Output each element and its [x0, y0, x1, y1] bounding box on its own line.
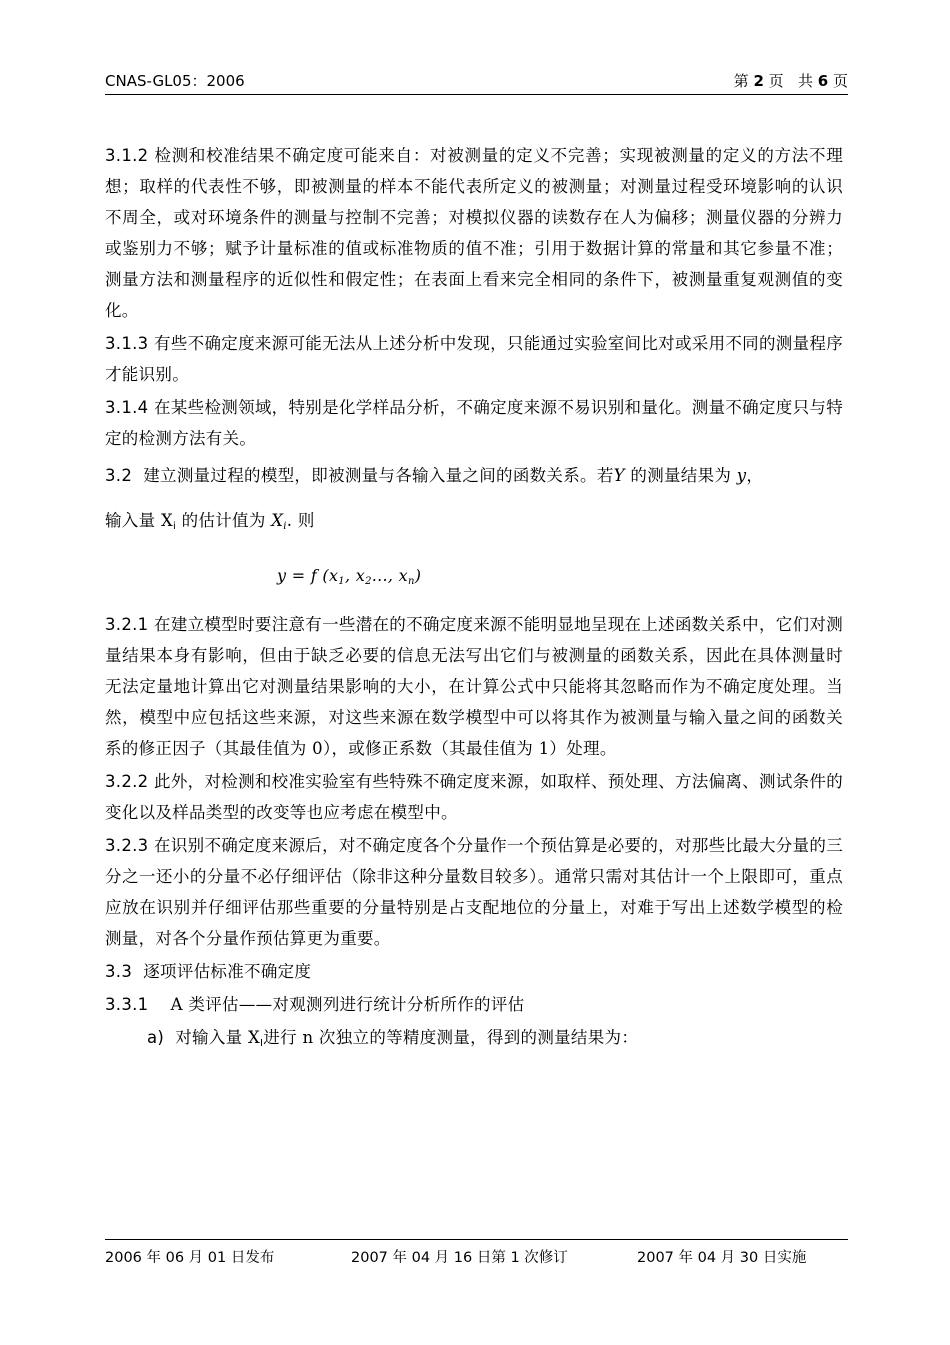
published-date: 2006 年 06 月 01 日发布 — [105, 1250, 275, 1266]
document-id: CNAS-GL05：2006 — [105, 72, 245, 90]
page-header — [105, 70, 848, 95]
revised-date: 2007 年 04 月 16 日第 1 次修订 — [351, 1250, 568, 1266]
para-3-2-line2 — [105, 505, 843, 542]
list-item-a — [105, 1022, 843, 1059]
formula-part: ) — [414, 566, 422, 585]
para-3-1-2 — [105, 140, 843, 326]
para-3-2-2 — [105, 766, 843, 828]
section-number: 3.3 — [105, 962, 133, 981]
heading-text: 逐项评估标准不确定度 — [143, 962, 312, 981]
formula-part: ..., x — [371, 566, 409, 585]
item-text: 对输入量 X — [175, 1028, 261, 1047]
heading-text: A 类评估——对观测列进行统计分析所作的评估 — [170, 995, 525, 1014]
formula-subscript: n — [408, 576, 415, 587]
item-text: 进行 n 次独立的等精度测量，得到的测量结果为： — [263, 1028, 639, 1047]
para-text: 的估计值为 — [181, 511, 266, 530]
symbol-Y: Y — [613, 466, 625, 485]
para-text: 检测和校准结果不确定度可能来自：对被测量的定义不完善；实现被测量的定义的方法不理想；取样的代表性不够，即被测量的样本不能代表所定义的被测量；对测量过程受环境影响的认识不周全，或对环境条件的测量与控制不完善；对模拟仪器的读数存在人为偏移；测量仪器的分辨力或鉴别力不够；赋予计量标准的值或标准物质的值不准；引用于数据计算的常量和其它参量不准；测量方法和测量程序的近似性和假定性；在表面上看来完全相同的条件下，被测量重复观测值的变化。 — [105, 146, 844, 320]
para-text: ， — [746, 466, 764, 485]
document-body — [105, 140, 843, 1059]
section-number: 3.2.1 — [105, 615, 149, 634]
page-prefix: 第 — [733, 72, 749, 90]
section-number: 3.2.3 — [105, 836, 149, 855]
para-text: 在某些检测领域，特别是化学样品分析，不确定度来源不易识别和量化。测量不确定度只与特定的检测方法有关。 — [105, 398, 843, 448]
para-3-1-3 — [105, 328, 843, 390]
para-3-2-3 — [105, 830, 843, 954]
para-text: 建立测量过程的模型，即被测量与各输入量之间的函数关系。若 — [143, 466, 614, 485]
subscript: i — [283, 521, 287, 532]
page-mid: 页 共 — [768, 72, 813, 90]
page-number — [734, 70, 848, 91]
subscript: i — [173, 521, 177, 532]
symbol-Xi: X — [271, 511, 284, 530]
subscript: I — [260, 1038, 264, 1049]
formula-subscript: 1 — [338, 576, 345, 587]
model-formula — [277, 560, 843, 597]
item-label: a) — [147, 1028, 165, 1047]
para-text: 的测量结果为 — [630, 466, 732, 485]
symbol-y: y — [736, 466, 747, 485]
page-footer — [105, 1239, 848, 1270]
section-number: 3.2.2 — [105, 772, 149, 791]
page-suffix: 页 — [832, 72, 848, 90]
section-number: 3.1.4 — [105, 398, 149, 417]
para-text: 有些不确定度来源可能无法从上述分析中发现，只能通过实验室间比对或采用不同的测量程序才能识别。 — [105, 334, 843, 384]
para-text: . 则 — [286, 511, 315, 530]
current-page: 2 — [753, 72, 764, 90]
heading-3-3-1 — [105, 989, 843, 1020]
para-text: 此外，对检测和校准实验室有些特殊不确定度来源，如取样、预处理、方法偏离、测试条件的变化以及样品类型的改变等也应考虑在模型中。 — [105, 772, 843, 822]
section-number: 3.2 — [105, 466, 133, 485]
formula-part: y = f (x — [277, 566, 339, 585]
section-number: 3.1.2 — [105, 146, 149, 165]
para-text: 输入量 X — [105, 511, 173, 530]
para-text: 在建立模型时要注意有一些潜在的不确定度来源不能明显地呈现在上述函数关系中，它们对测量结果本身有影响，但由于缺乏必要的信息无法写出它们与被测量的函数关系，因此在具体测量时无法定量地计算出它对测量结果影响的大小，在计算公式中只能将其忽略而作为不确定度处理。当然，模型中应包括这些来源，对这些来源在数学模型中可以将其作为被测量与输入量之间的函数关系的修正因子（其最佳值为 0），或修正系数（其最佳值为 1）处理。 — [105, 615, 843, 758]
para-text: 在识别不确定度来源后，对不确定度各个分量作一个预估算是必要的，对那些比最大分量的三分之一还小的分量不必仔细评估（除非这种分量数目较多）。通常只需对其估计一个上限即可，重点应放在识别并仔细评估那些重要的分量特别是占支配地位的分量上，对难于写出上述数学模型的检测量，对各个分量作预估算更为重要。 — [105, 836, 843, 948]
section-number: 3.3.1 — [105, 995, 149, 1014]
para-3-1-4 — [105, 392, 843, 454]
total-pages: 6 — [817, 72, 829, 90]
para-3-2 — [105, 460, 843, 491]
heading-3-3 — [105, 956, 843, 987]
formula-part: , x — [344, 566, 366, 585]
para-3-2-1 — [105, 609, 843, 764]
section-number: 3.1.3 — [105, 334, 149, 353]
implemented-date: 2007 年 04 月 30 日实施 — [637, 1250, 807, 1266]
formula-subscript: 2 — [365, 576, 372, 587]
